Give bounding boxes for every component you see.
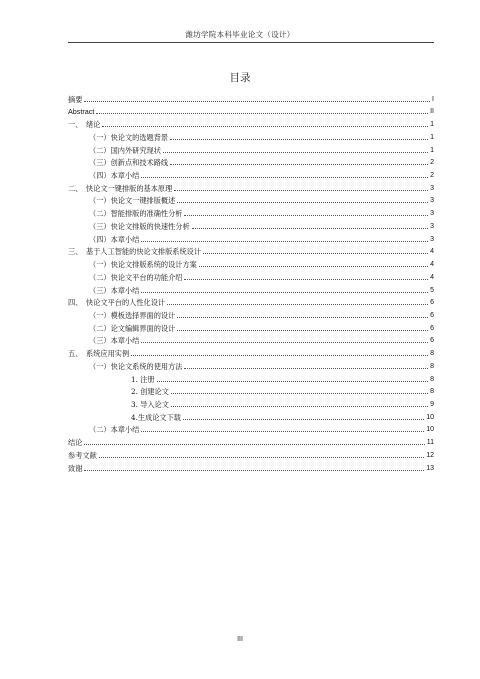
toc-entry-page: II — [430, 108, 434, 116]
toc-entry-number: 五、 — [68, 349, 83, 359]
toc-dot-leader — [157, 381, 429, 382]
toc-entry[interactable] — [68, 460, 434, 473]
toc-entry-page: 4 — [430, 273, 434, 281]
toc-entry-page: 13 — [426, 464, 434, 472]
toc-entry-label: （四）本章小结 — [89, 171, 140, 181]
toc-entry[interactable] — [68, 409, 434, 422]
toc-dot-leader — [171, 393, 428, 394]
toc-dot-leader — [184, 279, 428, 280]
toc-entry[interactable] — [68, 104, 434, 117]
toc-entry-page: 1 — [430, 133, 434, 141]
toc-entry[interactable] — [68, 129, 434, 142]
toc-entry-label: 1. 注册 — [131, 374, 155, 384]
toc-dot-leader — [199, 266, 428, 267]
toc-entry[interactable] — [68, 358, 434, 371]
toc-entry-label: 快论文一键排版的基本原理 — [86, 183, 173, 193]
toc-entry-label: （一）模板选择界面的设计 — [89, 310, 176, 320]
toc-entry-number: 一、 — [68, 120, 83, 130]
toc-entry-page: 2 — [430, 159, 434, 167]
toc-dot-leader — [141, 431, 424, 432]
toc-entry-page: 8 — [430, 362, 434, 370]
toc-entry-label: 基于人工智能的快论文排版系统设计 — [86, 247, 202, 257]
toc-entry[interactable] — [68, 142, 434, 155]
table-of-contents — [68, 91, 434, 473]
toc-entry[interactable] — [68, 422, 434, 435]
toc-dot-leader — [141, 342, 428, 343]
toc-entry-label: 2. 创建论文 — [131, 387, 169, 397]
toc-entry[interactable] — [68, 180, 434, 193]
toc-dot-leader — [192, 228, 428, 229]
page-number: III — [237, 636, 243, 643]
toc-dot-leader — [203, 253, 428, 254]
toc-entry-page: 9 — [430, 400, 434, 408]
toc-entry-page: 5 — [430, 286, 434, 294]
toc-entry-page: 1 — [430, 146, 434, 154]
toc-dot-leader — [141, 292, 428, 293]
toc-entry-page: 4 — [430, 248, 434, 256]
toc-entry[interactable] — [68, 371, 434, 384]
toc-entry-label: 4.生成论文下载 — [131, 412, 181, 422]
toc-entry-label: 结论 — [68, 438, 83, 448]
toc-entry[interactable] — [68, 155, 434, 168]
toc-entry[interactable] — [68, 434, 434, 447]
toc-entry-page: 8 — [430, 350, 434, 358]
toc-entry[interactable] — [68, 384, 434, 397]
toc-entry-label: 摘要 — [68, 94, 83, 104]
toc-entry-page: 8 — [430, 375, 434, 383]
toc-entry[interactable] — [68, 116, 434, 129]
toc-dot-leader — [102, 126, 428, 127]
page-header-title: 潍坊学院本科毕业论文（设计） — [185, 30, 295, 39]
toc-entry-label: 致谢 — [68, 463, 83, 473]
toc-entry-label: （二）国内外研究现状 — [89, 145, 161, 155]
toc-entry-number: 三、 — [68, 247, 83, 257]
toc-entry-label: （三）本章小结 — [89, 336, 140, 346]
toc-entry-page: 8 — [430, 388, 434, 396]
toc-entry-label: （二）智能排版的准确性分析 — [89, 209, 183, 219]
toc-entry-page: I — [432, 95, 434, 103]
toc-dot-leader — [183, 419, 424, 420]
toc-dot-leader — [170, 164, 428, 165]
toc-entry-label: （三）创新点和技术路线 — [89, 158, 169, 168]
toc-dot-leader — [141, 177, 428, 178]
toc-dot-leader — [177, 330, 428, 331]
toc-entry-page: 3 — [430, 184, 434, 192]
toc-entry-page: 6 — [430, 299, 434, 307]
toc-entry-label: （四）本章小结 — [89, 234, 140, 244]
toc-entry[interactable] — [68, 193, 434, 206]
toc-entry-page: 3 — [430, 222, 434, 230]
toc-entry-label: Abstract — [68, 107, 95, 117]
toc-entry-label: （一）快论文一键排版概述 — [89, 196, 176, 206]
toc-dot-leader — [141, 241, 428, 242]
toc-entry-label: 参考文献 — [68, 450, 97, 460]
toc-entry[interactable] — [68, 218, 434, 231]
toc-entry[interactable] — [68, 447, 434, 460]
toc-entry-page: 10 — [426, 426, 434, 434]
toc-entry[interactable] — [68, 396, 434, 409]
toc-dot-leader — [171, 406, 428, 407]
toc-dot-leader — [184, 368, 428, 369]
toc-entry-label: （三）快论文排版的快速性分析 — [89, 221, 190, 231]
toc-title: 目录 — [229, 72, 251, 84]
toc-dot-leader — [99, 457, 424, 458]
toc-entry-label: 绪论 — [86, 120, 101, 130]
toc-entry[interactable] — [68, 256, 434, 269]
toc-entry[interactable] — [68, 91, 434, 104]
toc-entry[interactable] — [68, 345, 434, 358]
toc-entry-label: 3. 导入论文 — [131, 399, 169, 409]
toc-entry-label: （一）快论文的选题背景 — [89, 132, 169, 142]
toc-entry-page: 12 — [426, 451, 434, 459]
toc-dot-leader — [167, 304, 428, 305]
toc-entry[interactable] — [68, 295, 434, 308]
toc-entry[interactable] — [68, 307, 434, 320]
toc-entry-label: （二）论文编辑界面的设计 — [89, 323, 176, 333]
toc-entry[interactable] — [68, 320, 434, 333]
toc-dot-leader — [174, 190, 428, 191]
toc-dot-leader — [177, 317, 428, 318]
toc-entry[interactable] — [68, 231, 434, 244]
toc-entry[interactable] — [68, 205, 434, 218]
toc-entry[interactable] — [68, 333, 434, 346]
toc-entry[interactable] — [68, 269, 434, 282]
toc-entry-page: 1 — [430, 121, 434, 129]
toc-entry-label: （二）本章小结 — [89, 425, 140, 435]
toc-dot-leader — [84, 470, 424, 471]
toc-entry-number: 四、 — [68, 298, 83, 308]
toc-entry-label: （三）本章小结 — [89, 285, 140, 295]
toc-entry-page: 6 — [430, 337, 434, 345]
toc-entry-page: 11 — [426, 439, 434, 447]
toc-entry-page: 10 — [426, 413, 434, 421]
toc-entry-label: （二）快论文平台的功能介绍 — [89, 272, 183, 282]
toc-entry-number: 二、 — [68, 183, 83, 193]
toc-dot-leader — [84, 101, 430, 102]
toc-dot-leader — [177, 202, 428, 203]
toc-entry[interactable] — [68, 167, 434, 180]
toc-dot-leader — [163, 152, 428, 153]
toc-entry-page: 6 — [430, 324, 434, 332]
toc-entry-label: 快论文平台的人性化设计 — [86, 298, 166, 308]
toc-entry-page: 3 — [430, 235, 434, 243]
toc-dot-leader — [96, 113, 428, 114]
toc-entry-page: 6 — [430, 311, 434, 319]
toc-entry-label: （一）快论文排版系统的设计方案 — [89, 260, 197, 270]
header-divider — [68, 42, 434, 43]
toc-dot-leader — [84, 444, 424, 445]
toc-dot-leader — [170, 139, 428, 140]
toc-entry-label: （一）快论文系统的使用方法 — [89, 361, 183, 371]
toc-entry-page: 3 — [430, 210, 434, 218]
toc-entry[interactable] — [68, 244, 434, 257]
toc-entry-page: 2 — [430, 172, 434, 180]
toc-entry-page: 4 — [430, 261, 434, 269]
toc-dot-leader — [184, 215, 428, 216]
toc-dot-leader — [131, 355, 428, 356]
toc-entry-page: 3 — [430, 197, 434, 205]
toc-entry-label: 系统应用实例 — [86, 349, 130, 359]
toc-entry[interactable] — [68, 282, 434, 295]
